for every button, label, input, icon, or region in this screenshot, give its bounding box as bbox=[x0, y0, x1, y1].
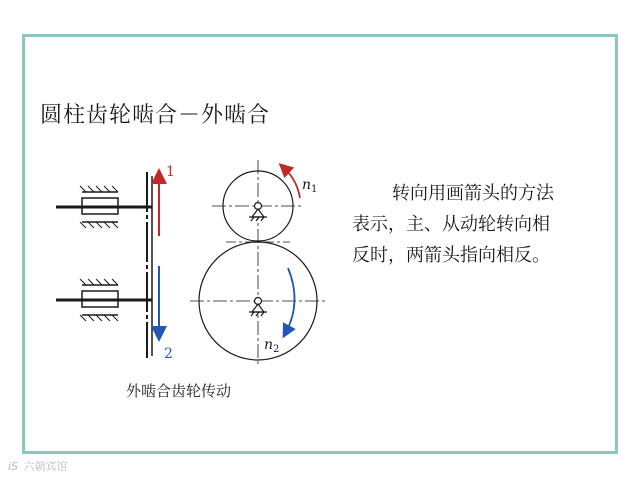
description-line-1: 转向用画箭头的方法 bbox=[392, 183, 554, 204]
n2-rotation-arrow bbox=[286, 268, 295, 332]
description-line-2: 表示，主、从动轮转向相 bbox=[352, 214, 550, 235]
side-view bbox=[56, 172, 152, 358]
description-text bbox=[352, 178, 602, 271]
n1-label: $n_1$ bbox=[302, 177, 318, 195]
description-line-3: 反时，两箭头指向相反。 bbox=[352, 245, 550, 266]
n2-label: $n_2$ bbox=[264, 337, 280, 355]
large-gear-pivot bbox=[249, 298, 267, 317]
watermark-logo: iS bbox=[8, 460, 19, 473]
bottom-shaft bbox=[56, 279, 152, 321]
slide-title: 圆柱齿轮啮合－外啮合 bbox=[40, 103, 271, 128]
figure-caption: 外啮合齿轮传动 bbox=[126, 382, 232, 400]
watermark bbox=[8, 458, 68, 474]
arrow-label-2: 2 bbox=[164, 346, 173, 362]
top-shaft bbox=[56, 186, 152, 228]
small-gear-pivot bbox=[249, 203, 267, 222]
watermark-text: 六朝宾馆 bbox=[23, 460, 68, 473]
n1-rotation-arrow bbox=[284, 168, 300, 198]
arrow-label-1: 1 bbox=[166, 164, 175, 180]
